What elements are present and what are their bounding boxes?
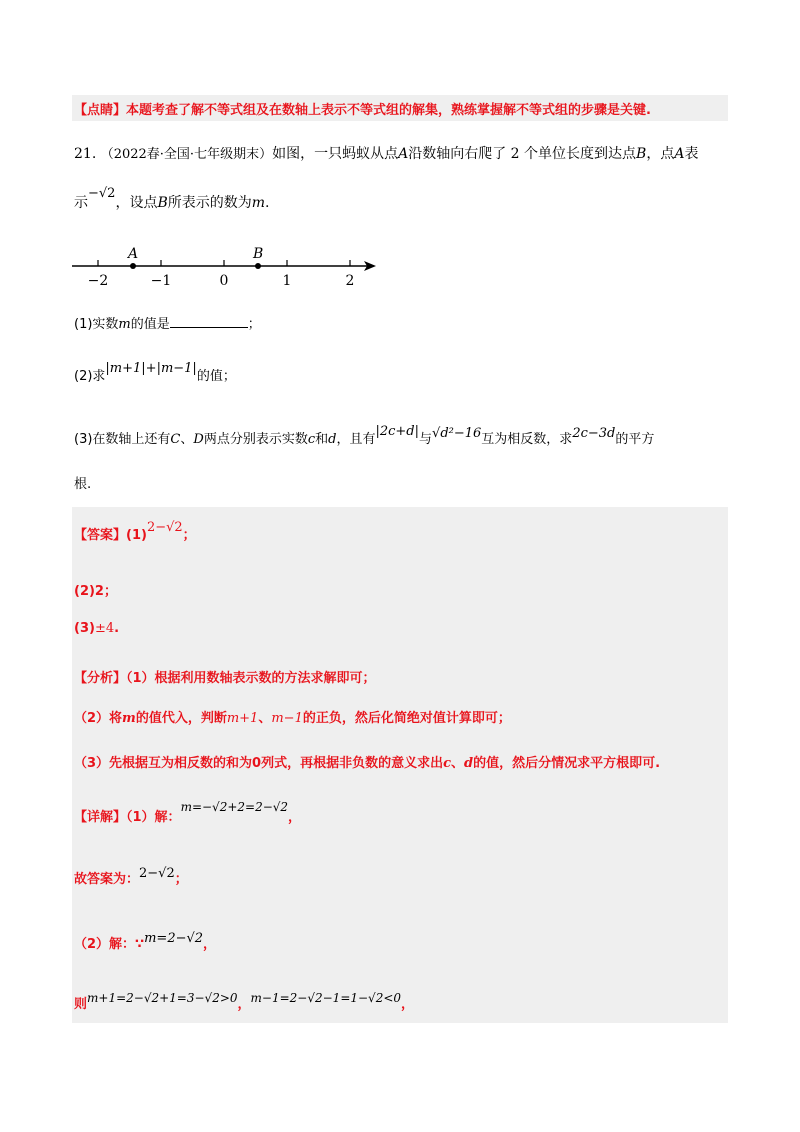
detail-text: ， — [203, 937, 217, 952]
detail-line-2 — [74, 868, 188, 887]
analysis-text: 的值，然后分情况求平方根即可. — [473, 756, 661, 771]
number-line — [70, 240, 382, 290]
q1-text: (1)实数 — [74, 317, 119, 332]
detail-text: ； — [174, 872, 188, 887]
point-b-label: B — [253, 246, 264, 262]
detail-tag: 【详解】 — [74, 810, 127, 825]
analysis-text: （2）将 — [74, 711, 123, 726]
analysis-line-2 — [74, 707, 511, 726]
var-m: m — [122, 711, 136, 726]
answer-label: (1) — [126, 528, 147, 543]
point-a-label: A — [128, 246, 139, 262]
dianjing-tag: 【点睛】 — [74, 103, 127, 118]
q2-text: (2)求 — [74, 369, 106, 384]
var-c: c — [307, 432, 316, 447]
analysis-text: 、 — [258, 711, 272, 726]
analysis-text: （3）先根据互为相反数的和为 — [74, 756, 253, 771]
analysis-text: 的值代入，判断 — [135, 711, 227, 726]
detail-line-4 — [74, 993, 414, 1012]
detail-line-1 — [74, 800, 302, 825]
var-c: c — [443, 756, 452, 771]
dianjing-text: 本题考查了解不等式组及在数轴上表示不等式组的解集，熟练掌握解不等式组的步骤是关键. — [126, 103, 651, 118]
analysis-tag: 【分析】 — [74, 671, 127, 686]
analysis-text: （1）根据利用数轴表示数的方法求解即可； — [126, 671, 376, 686]
answer-text: . — [114, 621, 120, 636]
math-2-minus-sqrt2: 2−√2 — [146, 520, 183, 535]
q3-text: 的平方 — [615, 432, 655, 447]
question-3-line-2 — [74, 473, 91, 492]
var-m: m — [118, 317, 131, 332]
tick-label: −1 — [150, 273, 172, 289]
math-m-plus-1-chain: m+1=2−√2+1=3−√2>0 — [87, 991, 238, 1005]
point-a-dot — [130, 263, 136, 269]
problem-text: 如图，一只蚂蚁从点 — [272, 146, 399, 162]
point-b-dot — [255, 263, 261, 269]
answer-tag: 【答案】 — [74, 528, 127, 543]
point-d-var: D — [193, 432, 204, 447]
problem-line-1 — [74, 143, 698, 163]
dianjing-line — [74, 99, 651, 118]
detail-text: ， — [288, 810, 302, 825]
problem-text: . — [265, 195, 270, 211]
answer-line-2 — [74, 580, 117, 599]
math-sqrt-d2-minus-16: √d²−16 — [432, 426, 482, 441]
var-d: d — [328, 432, 337, 447]
var-m: m — [251, 195, 266, 211]
math-m-minus-1: m−1 — [271, 711, 303, 726]
var-d: d — [464, 756, 474, 771]
q1-text: ； — [247, 317, 261, 332]
detail-text: 故答案为： — [74, 872, 140, 887]
problem-number: 21. — [74, 146, 97, 162]
problem-source: （2022春·全国·七年级期末） — [100, 147, 273, 162]
q3-text: 互为相反数，求 — [481, 432, 573, 447]
detail-text: ， — [237, 997, 251, 1012]
because-symbol: ∵ — [135, 937, 145, 952]
analysis-text: 、 — [451, 756, 465, 771]
answer-line-1 — [74, 520, 196, 543]
point-a-var: A — [398, 146, 409, 162]
problem-text: ，点 — [646, 146, 675, 162]
point-b-var: B — [636, 146, 647, 162]
problem-text: 个单位长度到达点 — [524, 146, 637, 162]
problem-text: 示 — [74, 195, 88, 211]
q3-text: 根. — [74, 477, 92, 492]
detail-text: 则 — [74, 997, 88, 1012]
q1-text: 的值是 — [130, 317, 170, 332]
math-m-solution: m=−√2+2=2−√2 — [180, 800, 289, 814]
q3-text: ，且有 — [336, 432, 376, 447]
answer-label: (3) — [74, 621, 95, 636]
tick-label: −2 — [87, 273, 109, 289]
math-neg-sqrt2: −√2 — [88, 186, 116, 201]
problem-text: ，设点 — [115, 195, 158, 211]
math-abs-2c-plus-d: |2c+d| — [375, 424, 420, 439]
tick-label: 0 — [219, 273, 229, 289]
math-2-minus-sqrt2: 2−√2 — [139, 866, 175, 881]
answer-text: (2)2； — [74, 584, 117, 599]
problem-line-2 — [74, 186, 270, 212]
analysis-text: 列式，再根据非负数的意义求出 — [261, 756, 444, 771]
answer-blank[interactable] — [170, 315, 248, 328]
answer-text: ； — [182, 528, 196, 543]
problem-number-2: 2 — [510, 146, 520, 162]
analysis-zero: 0 — [252, 756, 262, 771]
analysis-text: 的正负，然后化简绝对值计算即可； — [302, 711, 511, 726]
problem-text: 所表示的数为 — [167, 195, 252, 211]
q3-text: (3)在数轴上还有 — [74, 432, 171, 447]
detail-text: ， — [401, 997, 415, 1012]
tick-label: 2 — [345, 273, 355, 289]
math-m-equals: m=2−√2 — [144, 931, 204, 946]
point-c-var: C — [170, 432, 181, 447]
analysis-line-3 — [74, 752, 660, 771]
q2-text: 的值； — [196, 369, 236, 384]
q3-text: 两点分别表示实数 — [203, 432, 308, 447]
math-m-plus-1: m+1 — [226, 711, 259, 726]
point-b-var: B — [157, 195, 168, 211]
q3-text: 和 — [315, 432, 329, 447]
question-3-line-1 — [74, 424, 655, 447]
detail-text: （2）解： — [74, 937, 136, 952]
math-2c-minus-3d: 2c−3d — [572, 426, 616, 441]
detail-text: （1）解： — [126, 810, 181, 825]
point-a-var: A — [674, 146, 685, 162]
math-abs-sum: |m+1|+|m−1| — [105, 361, 197, 376]
q3-text: 与 — [419, 432, 433, 447]
tick-label: 1 — [282, 273, 292, 289]
answer-line-3 — [74, 621, 119, 636]
math-m-minus-1-chain: m−1=2−√2−1=1−√2<0 — [250, 991, 402, 1005]
problem-text: 表 — [684, 146, 699, 162]
question-1 — [74, 313, 261, 332]
detail-line-3 — [74, 933, 216, 952]
question-2 — [74, 361, 236, 384]
q3-text: 、 — [180, 432, 194, 447]
problem-text: 沿数轴向右爬了 — [408, 146, 507, 162]
math-plus-minus-4: ±4 — [94, 621, 115, 636]
analysis-line-1 — [74, 667, 376, 686]
